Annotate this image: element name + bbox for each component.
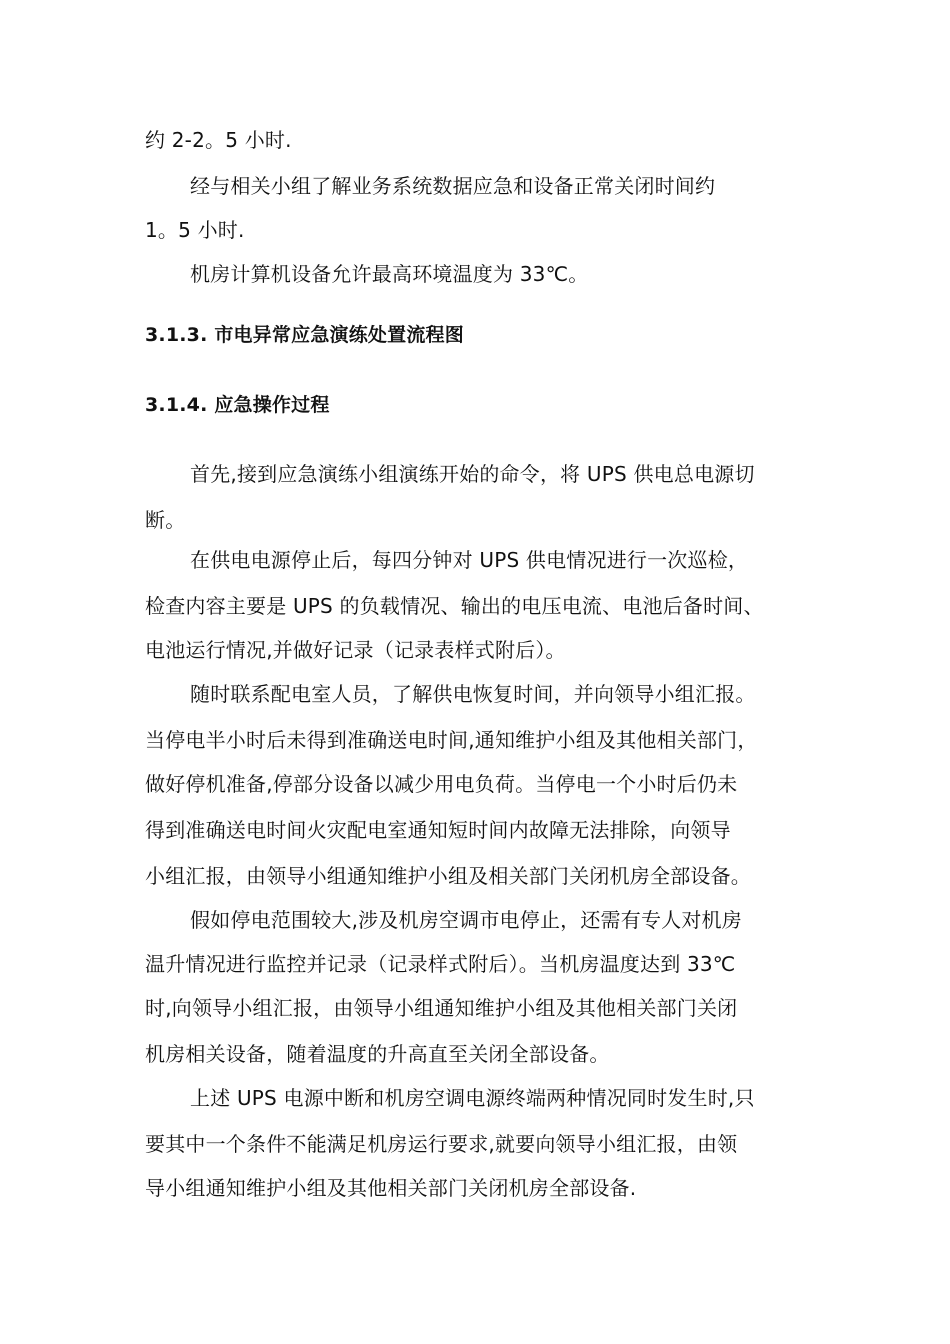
text-line: 做好停机准备,停部分设备以减少用电负荷。当停电一个小时后仍未 <box>145 772 738 796</box>
text-line: 约 2-2。5 小时. <box>145 128 292 152</box>
section-heading: 3.1.4. 应急操作过程 <box>145 394 330 416</box>
text-line: 当停电半小时后未得到准确送电时间,通知维护小组及其他相关部门， <box>145 728 758 752</box>
section-heading: 3.1.3. 市电异常应急演练处置流程图 <box>145 324 464 346</box>
text-line: 机房相关设备，随着温度的升高直至关闭全部设备。 <box>145 1042 610 1066</box>
text-line: 机房计算机设备允许最高环境温度为 33℃。 <box>190 262 589 286</box>
text-line: 时,向领导小组汇报，由领导小组通知维护小组及其他相关部门关闭 <box>145 996 738 1020</box>
text-line: 导小组通知维护小组及其他相关部门关闭机房全部设备. <box>145 1176 637 1200</box>
text-line: 小组汇报，由领导小组通知维护小组及相关部门关闭机房全部设备。 <box>145 864 751 888</box>
text-line: 检查内容主要是 UPS 的负载情况、输出的电压电流、电池后备时间、 <box>145 594 764 618</box>
text-line: 随时联系配电室人员，了解供电恢复时间，并向领导小组汇报。 <box>190 682 756 706</box>
text-line: 首先,接到应急演练小组演练开始的命令，将 UPS 供电总电源切 <box>190 462 755 486</box>
text-line: 电池运行情况,并做好记录（记录表样式附后）。 <box>145 638 566 662</box>
text-line: 温升情况进行监控并记录（记录样式附后）。当机房温度达到 33℃ <box>145 952 736 976</box>
text-line: 上述 UPS 电源中断和机房空调电源终端两种情况同时发生时,只 <box>190 1086 755 1110</box>
text-line: 经与相关小组了解业务系统数据应急和设备正常关闭时间约 <box>190 174 716 198</box>
text-line: 1。5 小时. <box>145 218 245 242</box>
text-line: 得到准确送电时间火灾配电室通知短时间内故障无法排除，向领导 <box>145 818 731 842</box>
text-line: 假如停电范围较大,涉及机房空调市电停止，还需有专人对机房 <box>190 908 742 932</box>
text-line: 在供电电源停止后，每四分钟对 UPS 供电情况进行一次巡检， <box>190 548 749 572</box>
text-line: 要其中一个条件不能满足机房运行要求,就要向领导小组汇报，由领 <box>145 1132 738 1156</box>
text-line: 断。 <box>145 508 186 532</box>
